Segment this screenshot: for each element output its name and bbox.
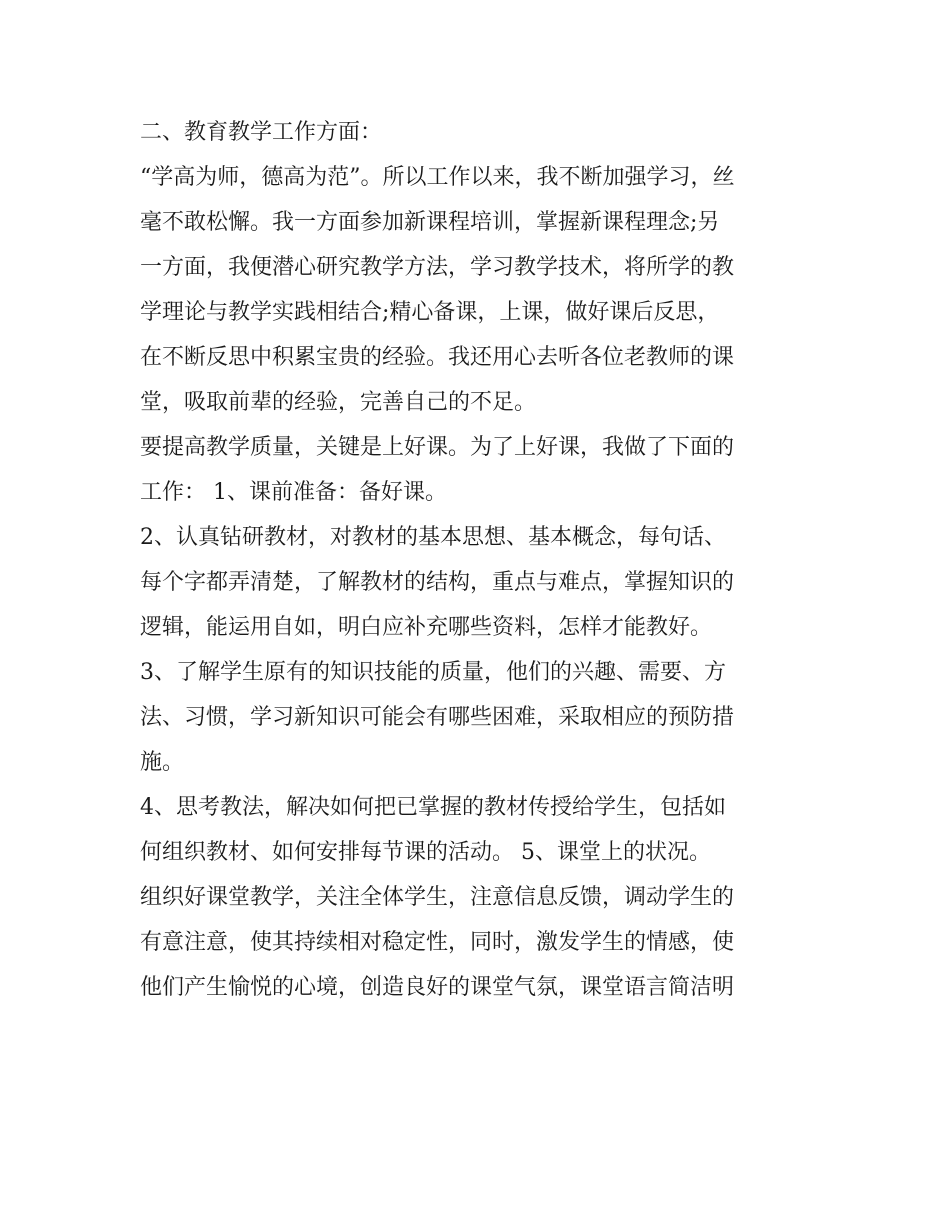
- text-line: 工作： 1、课前准备：备好课。: [140, 480, 447, 505]
- text-line: 法、习惯，学习新知识可能会有哪些困难，采取相应的预防措: [140, 705, 735, 730]
- text-line: 毫不敢松懈。我一方面参加新课程培训，掌握新课程理念;另: [140, 210, 720, 235]
- text-line: 在不断反思中积累宝贵的经验。我还用心去听各位老教师的课: [140, 345, 735, 370]
- text-line: 2、认真钻研教材，对教材的基本思想、基本概念，每句话、: [140, 525, 726, 550]
- text-line: 要提高教学质量，关键是上好课。为了上好课，我做了下面的: [140, 435, 735, 460]
- text-line: 有意注意，使其持续相对稳定性，同时，激发学生的情感，使: [140, 930, 735, 955]
- text-line: 何组织教材、如何安排每节课的活动。 5、课堂上的状况。: [140, 840, 711, 865]
- text-line: 3、了解学生原有的知识技能的质量，他们的兴趣、需要、方: [140, 660, 726, 685]
- text-line: 学理论与教学实践相结合;精心备课，上课，做好课后反思，: [140, 300, 720, 325]
- text-line: 堂，吸取前辈的经验，完善自己的不足。: [140, 390, 537, 415]
- text-line: 逻辑，能运用自如，明白应补充哪些资料，怎样才能教好。: [140, 615, 713, 640]
- text-line: 组织好课堂教学，关注全体学生，注意信息反馈，调动学生的: [140, 885, 735, 910]
- text-line: “学高为师，德高为范”。所以工作以来，我不断加强学习，丝: [140, 165, 735, 190]
- text-line: 他们产生愉悦的心境，创造良好的课堂气氛，课堂语言简洁明: [140, 975, 735, 1000]
- text-line: 二、教育教学工作方面：: [140, 120, 383, 145]
- text-line: 施。: [140, 750, 185, 775]
- document-body: [140, 110, 820, 1010]
- text-line: 4、思考教法，解决如何把已掌握的教材传授给学生，包括如: [140, 795, 726, 820]
- text-line: 一方面，我便潜心研究教学方法，学习教学技术，将所学的教: [140, 255, 735, 280]
- text-line: 每个字都弄清楚，了解教材的结构，重点与难点，掌握知识的: [140, 570, 735, 595]
